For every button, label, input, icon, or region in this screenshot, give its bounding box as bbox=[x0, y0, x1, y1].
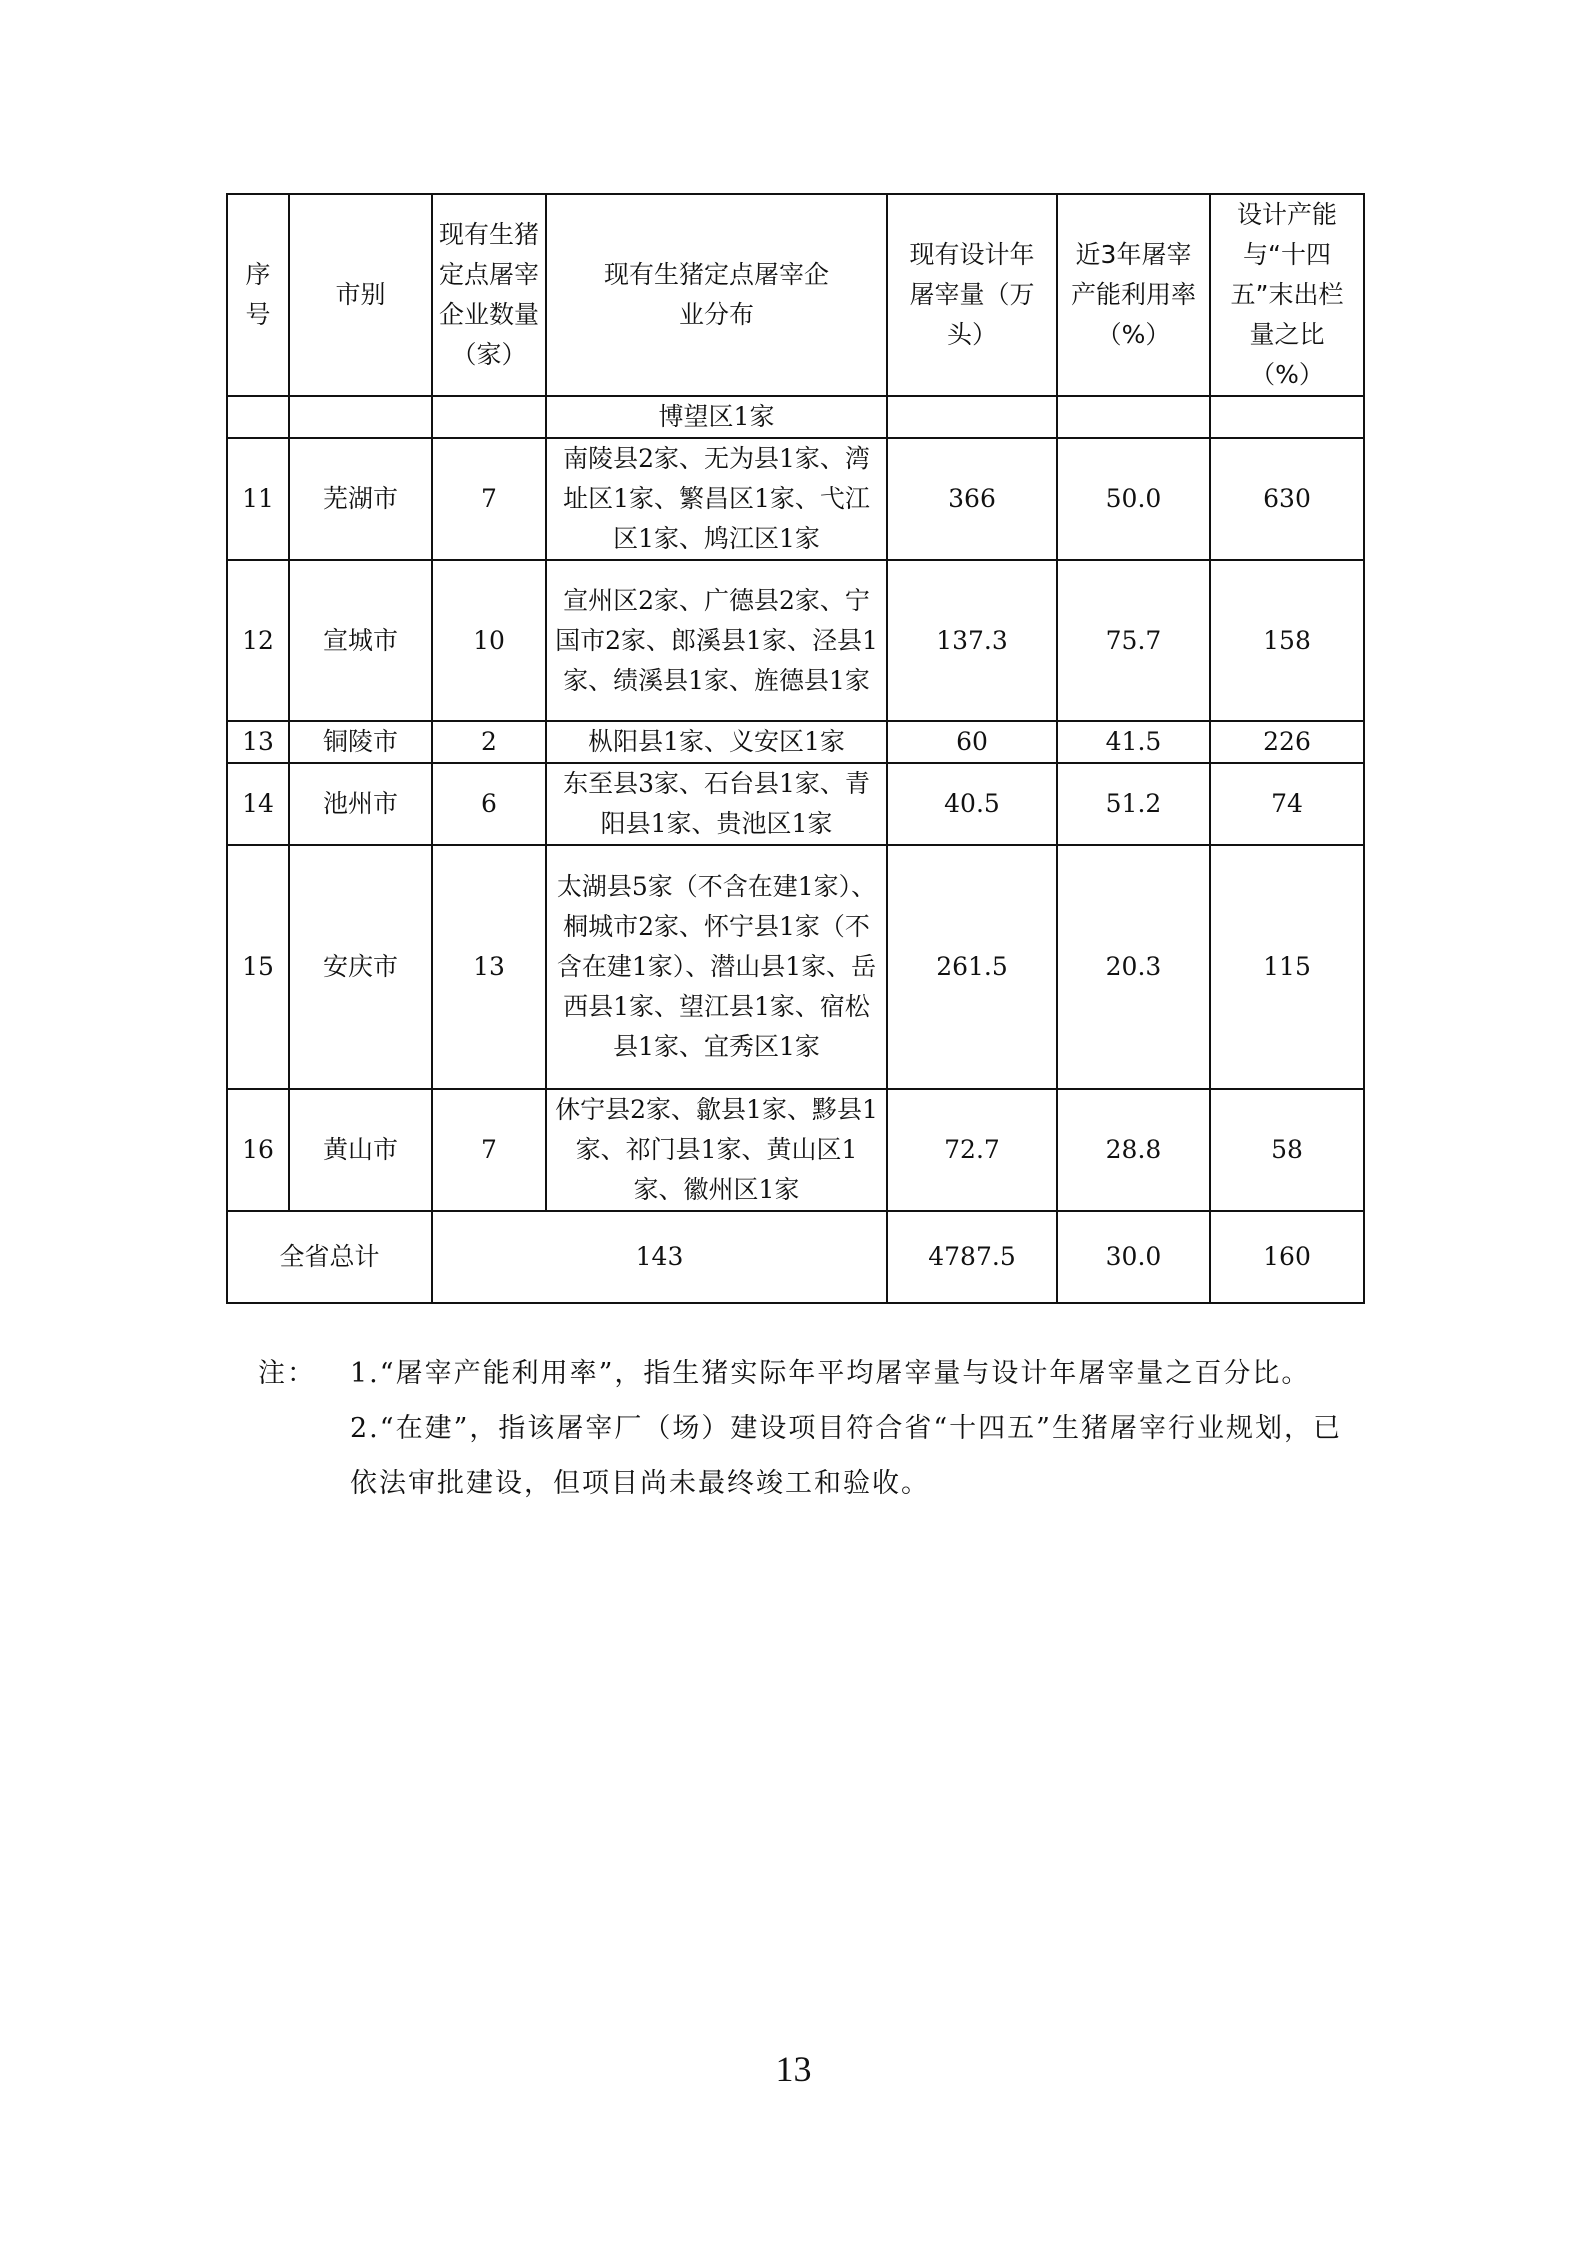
cell-ratio: 226 bbox=[1210, 721, 1364, 763]
page-number: 13 bbox=[775, 2049, 812, 2089]
cell-ratio: 630 bbox=[1210, 438, 1364, 560]
total-label: 全省总计 bbox=[227, 1211, 432, 1303]
cell-utilization: 41.5 bbox=[1057, 721, 1210, 763]
cell-utilization: 28.8 bbox=[1057, 1089, 1210, 1211]
header-ratio: 设计产能与“十四五”末出栏量之比（%） bbox=[1210, 194, 1364, 396]
cell-distribution: 太湖县5家（不含在建1家）、桐城市2家、怀宁县1家（不含在建1家）、潜山县1家、岳西县1家、望江县1家、宿松县1家、宜秀区1家 bbox=[546, 845, 887, 1089]
cell-ratio: 158 bbox=[1210, 560, 1364, 721]
total-ratio: 160 bbox=[1210, 1211, 1364, 1303]
cell-ratio: 74 bbox=[1210, 763, 1364, 845]
cell-distribution: 南陵县2家、无为县1家、湾址区1家、繁昌区1家、弋江区1家、鸠江区1家 bbox=[546, 438, 887, 560]
table-row bbox=[227, 1089, 1364, 1211]
cell-count: 10 bbox=[432, 560, 546, 721]
notes-section bbox=[258, 1346, 1368, 1511]
cell-city: 宣城市 bbox=[289, 560, 432, 721]
table-row bbox=[227, 560, 1364, 721]
cell-distribution: 休宁县2家、歙县1家、黟县1家、祁门县1家、黄山区1家、徽州区1家 bbox=[546, 1089, 887, 1211]
table-row-continued bbox=[227, 396, 1364, 438]
cell-utilization: 20.3 bbox=[1057, 845, 1210, 1089]
cell-city: 安庆市 bbox=[289, 845, 432, 1089]
cell-utilization: 75.7 bbox=[1057, 560, 1210, 721]
cell-capacity: 40.5 bbox=[887, 763, 1057, 845]
cell-capacity: 366 bbox=[887, 438, 1057, 560]
cell-capacity: 60 bbox=[887, 721, 1057, 763]
cell-count: 6 bbox=[432, 763, 546, 845]
cell-distribution: 枞阳县1家、义安区1家 bbox=[546, 721, 887, 763]
notes-label: 注： bbox=[258, 1358, 316, 1389]
cell-seq: 16 bbox=[227, 1089, 289, 1211]
header-city: 市别 bbox=[289, 194, 432, 396]
cell-count: 13 bbox=[432, 845, 546, 1089]
cell-count: 2 bbox=[432, 721, 546, 763]
cell-utilization: 51.2 bbox=[1057, 763, 1210, 845]
cell-capacity: 137.3 bbox=[887, 560, 1057, 721]
cell-capacity: 261.5 bbox=[887, 845, 1057, 1089]
table-row bbox=[227, 845, 1364, 1089]
cell-city: 池州市 bbox=[289, 763, 432, 845]
cell-city: 铜陵市 bbox=[289, 721, 432, 763]
cell-seq: 15 bbox=[227, 845, 289, 1089]
table-total-row bbox=[227, 1211, 1364, 1303]
cell-seq: 12 bbox=[227, 560, 289, 721]
cell-city: 黄山市 bbox=[289, 1089, 432, 1211]
note-item-2: 2.“在建”，指该屠宰厂（场）建设项目符合省“十四五”生猪屠宰行业规划，已依法审批建设，但项目尚未最终竣工和验收。 bbox=[350, 1413, 1342, 1499]
table-row bbox=[227, 438, 1364, 560]
table-header-row bbox=[227, 194, 1364, 396]
cell-seq: 11 bbox=[227, 438, 289, 560]
table-row bbox=[227, 763, 1364, 845]
cell-count: 7 bbox=[432, 438, 546, 560]
slaughter-enterprise-table bbox=[226, 193, 1365, 1304]
cell-utilization: 50.0 bbox=[1057, 438, 1210, 560]
header-utilization: 近3年屠宰产能利用率（%） bbox=[1057, 194, 1210, 396]
table-row bbox=[227, 721, 1364, 763]
note-item-1: 1.“屠宰产能利用率”，指生猪实际年平均屠宰量与设计年屠宰量之百分比。 bbox=[350, 1358, 1311, 1389]
header-capacity: 现有设计年屠宰量（万头） bbox=[887, 194, 1057, 396]
cell-distribution: 博望区1家 bbox=[546, 396, 887, 438]
cell-city: 芜湖市 bbox=[289, 438, 432, 560]
total-count: 143 bbox=[432, 1211, 887, 1303]
cell-ratio: 115 bbox=[1210, 845, 1364, 1089]
cell-distribution: 宣州区2家、广德县2家、宁国市2家、郎溪县1家、泾县1家、绩溪县1家、旌德县1家 bbox=[546, 560, 887, 721]
total-utilization: 30.0 bbox=[1057, 1211, 1210, 1303]
cell-count: 7 bbox=[432, 1089, 546, 1211]
header-seq: 序号 bbox=[227, 194, 289, 396]
header-count: 现有生猪定点屠宰企业数量（家） bbox=[432, 194, 546, 396]
header-distribution: 现有生猪定点屠宰企业分布 bbox=[546, 194, 887, 396]
cell-capacity: 72.7 bbox=[887, 1089, 1057, 1211]
cell-seq: 13 bbox=[227, 721, 289, 763]
cell-seq: 14 bbox=[227, 763, 289, 845]
cell-ratio: 58 bbox=[1210, 1089, 1364, 1211]
cell-distribution: 东至县3家、石台县1家、青阳县1家、贵池区1家 bbox=[546, 763, 887, 845]
total-capacity: 4787.5 bbox=[887, 1211, 1057, 1303]
